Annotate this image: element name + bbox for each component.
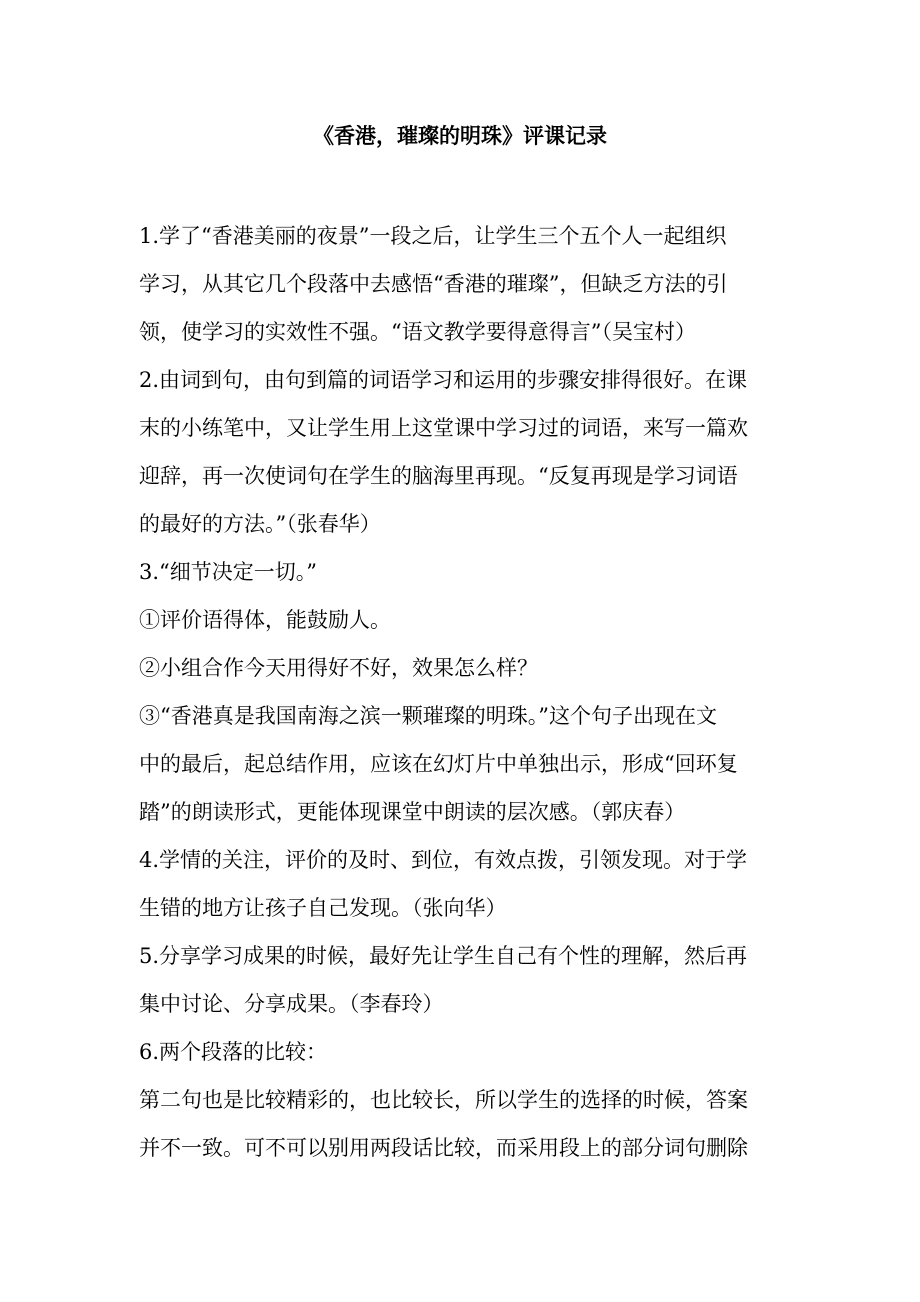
text-line: 中的最后，起总结作用，应该在幻灯片中单独出示，形成“回环复 [139,752,738,776]
text-line: 2.由词到句，由句到篇的词语学习和运用的步骤安排得很好。在课 [139,368,748,392]
document-title: 《香港，璀璨的明珠》评课记录 [313,123,607,148]
text-line: 并不一致。可不可以别用两段话比较，而采用段上的部分词句删除 [139,1136,748,1160]
text-line: 1.学了“香港美丽的夜景”一段之后，让学生三个五个人一起组织 [139,224,727,248]
text-line: 5.分享学习成果的时候，最好先让学生自己有个性的理解，然后再 [139,944,748,968]
text-line: 的最好的方法。”（张春华） [139,512,381,536]
text-line: 生错的地方让孩子自己发现。（张向华） [139,896,507,920]
text-line: 踏”的朗读形式，更能体现课堂中朗读的层次感。（郭庆春） [139,800,686,824]
text-line: 迎辞，再一次使词句在学生的脑海里再现。“反复再现是学习词语 [139,464,738,488]
text-line: ③“香港真是我国南海之滨一颗璀璨的明珠。”这个句子出现在文 [139,704,717,728]
text-line: ②小组合作今天用得好不好，效果怎么样？ [139,656,538,680]
text-line: 4.学情的关注，评价的及时、到位，有效点拨，引领发现。对于学 [139,848,748,872]
text-line: 领，使学习的实效性不强。“语文教学要得意得言”（吴宝村） [139,320,696,344]
text-line: ①评价语得体，能鼓励人。 [139,608,391,632]
text-line: 6.两个段落的比较： [139,1040,328,1064]
text-line: 集中讨论、分享成果。（李春玲） [139,992,444,1016]
text-line: 第二句也是比较精彩的，也比较长，所以学生的选择的时候，答案 [139,1088,748,1112]
text-line: 学习，从其它几个段落中去感悟“香港的璀璨”，但缺乏方法的引 [139,272,728,296]
text-line: 3.“细节决定一切。” [139,560,318,584]
text-line: 末的小练笔中，又让学生用上这堂课中学习过的词语，来写一篇欢 [139,416,748,440]
